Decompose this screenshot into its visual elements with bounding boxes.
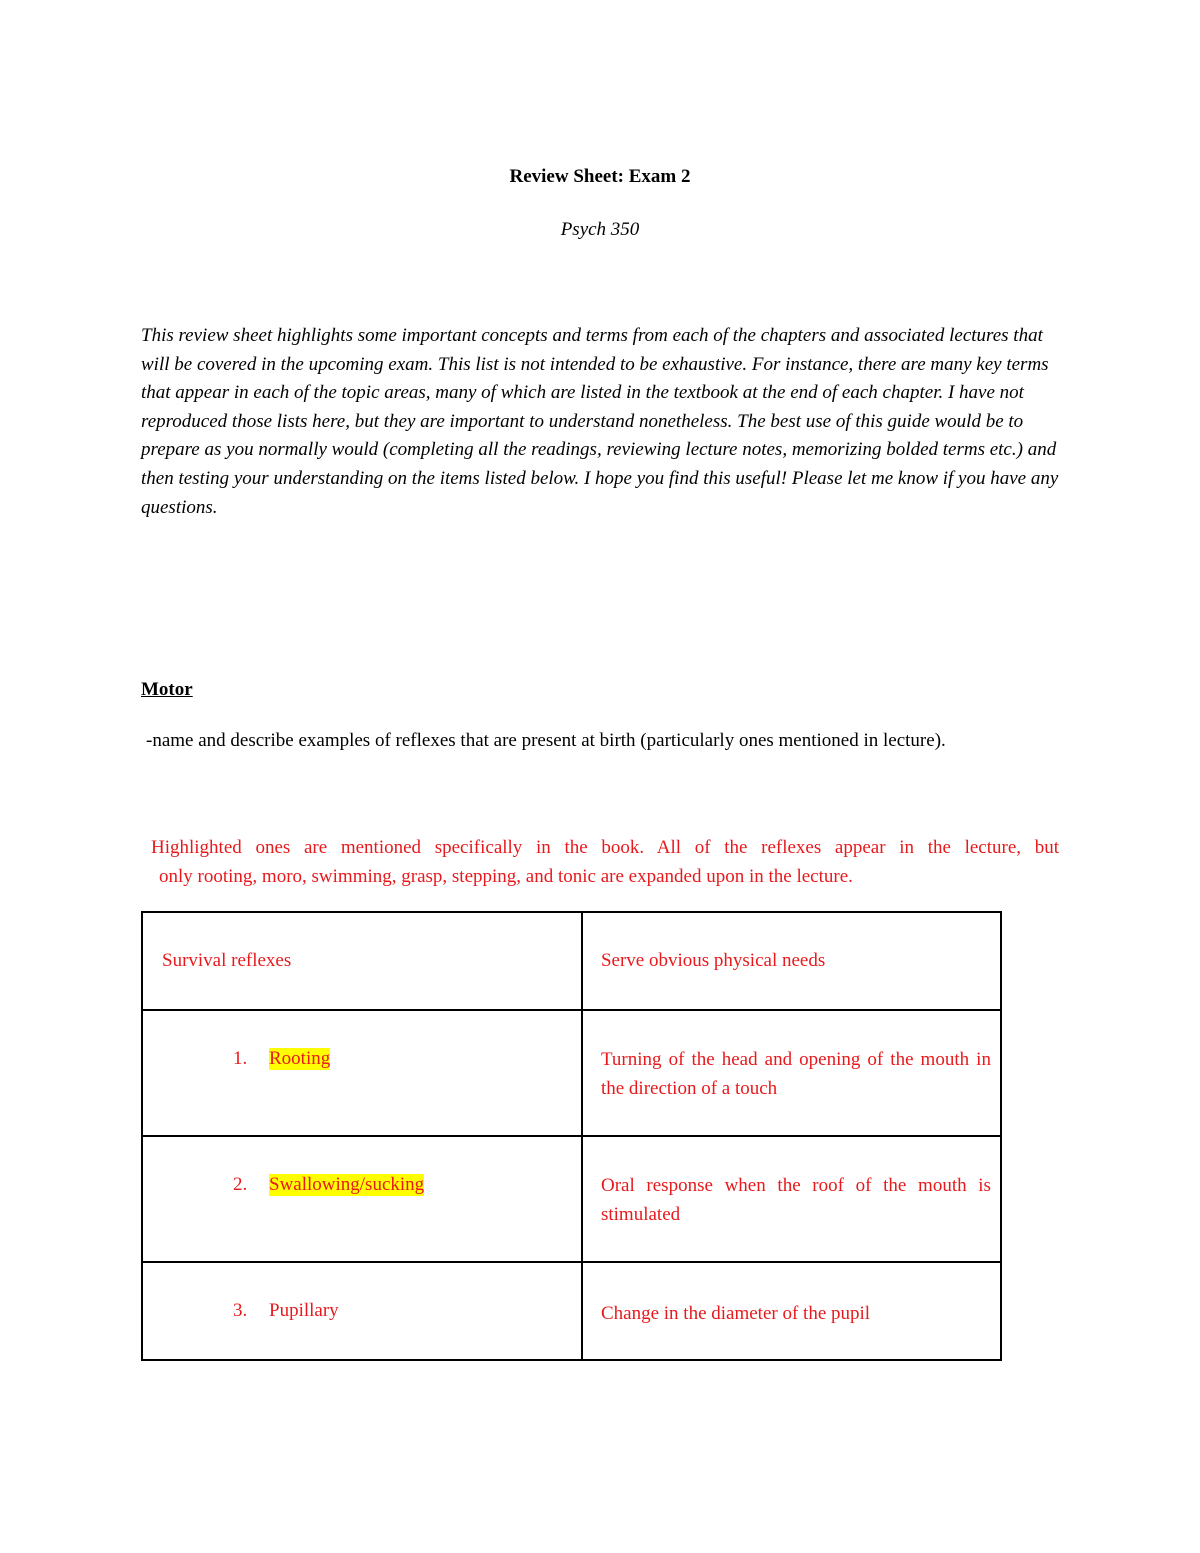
document-subtitle: Psych 350	[560, 219, 640, 240]
reflex-description: Turning of the head and opening of the mouth in the direction of a touch	[600, 1049, 991, 1099]
list-number: 2.	[233, 1174, 248, 1195]
reflex-name: Rooting	[269, 1048, 331, 1069]
reflex-name-cell	[142, 1262, 582, 1360]
reflex-table	[141, 911, 1002, 1361]
table-header-cell	[582, 912, 1001, 1010]
reflex-note-line-2: only rooting, moro, swimming, grasp, stepping, and tonic are expanded upon in the lecture.	[159, 865, 853, 887]
intro-paragraph: This review sheet highlights some important concepts and terms from each of the chapters and associated lectures that will be covered in the upcoming exam. This list is not intended to be exhaustive. For instance, there are many key terms that appear in each of the topic areas, many of which are listed in the textbook at the end of each chapter. I have not reproduced those lists here, but they are important to understand nonetheless. The best use of this guide would be to prepare as you normally would (completing all the readings, reviewing lecture notes, memorizing bolded terms etc.) and then testing your understanding on the items listed below. I hope you find this useful! Please let me know if you have any questions.	[141, 325, 1059, 518]
reflex-description: Oral response when the roof of the mouth is stimulated	[600, 1175, 991, 1225]
reflex-note	[151, 834, 1059, 891]
table-header-left: Survival reflexes	[162, 950, 292, 971]
reflex-name: Pupillary	[269, 1300, 339, 1321]
list-number: 1.	[233, 1048, 248, 1069]
document-title: Review Sheet: Exam 2	[509, 166, 691, 187]
reflex-description: Change in the diameter of the pupil	[600, 1303, 871, 1324]
section-heading-motor: Motor	[141, 679, 193, 700]
table-header-right: Serve obvious physical needs	[600, 950, 826, 971]
reflex-description-cell	[582, 1136, 1001, 1262]
reflex-name: Swallowing/sucking	[269, 1174, 425, 1195]
reflex-description-cell	[582, 1262, 1001, 1360]
table-header-cell	[142, 912, 582, 1010]
table-row	[142, 1262, 1001, 1360]
reflex-name-cell	[142, 1010, 582, 1136]
reflex-note-line-1: Highlighted ones are mentioned specifically in the book. All of the reflexes appear in the lecture, but	[151, 837, 1059, 858]
list-number: 3.	[233, 1300, 248, 1321]
table-row	[142, 1010, 1001, 1136]
table-row	[142, 1136, 1001, 1262]
table-header-row	[142, 912, 1001, 1010]
reflex-description-cell	[582, 1010, 1001, 1136]
reflex-name-cell	[142, 1136, 582, 1262]
motor-instruction: -name and describe examples of reflexes that are present at birth (particularly ones mentioned in lecture).	[146, 730, 946, 751]
